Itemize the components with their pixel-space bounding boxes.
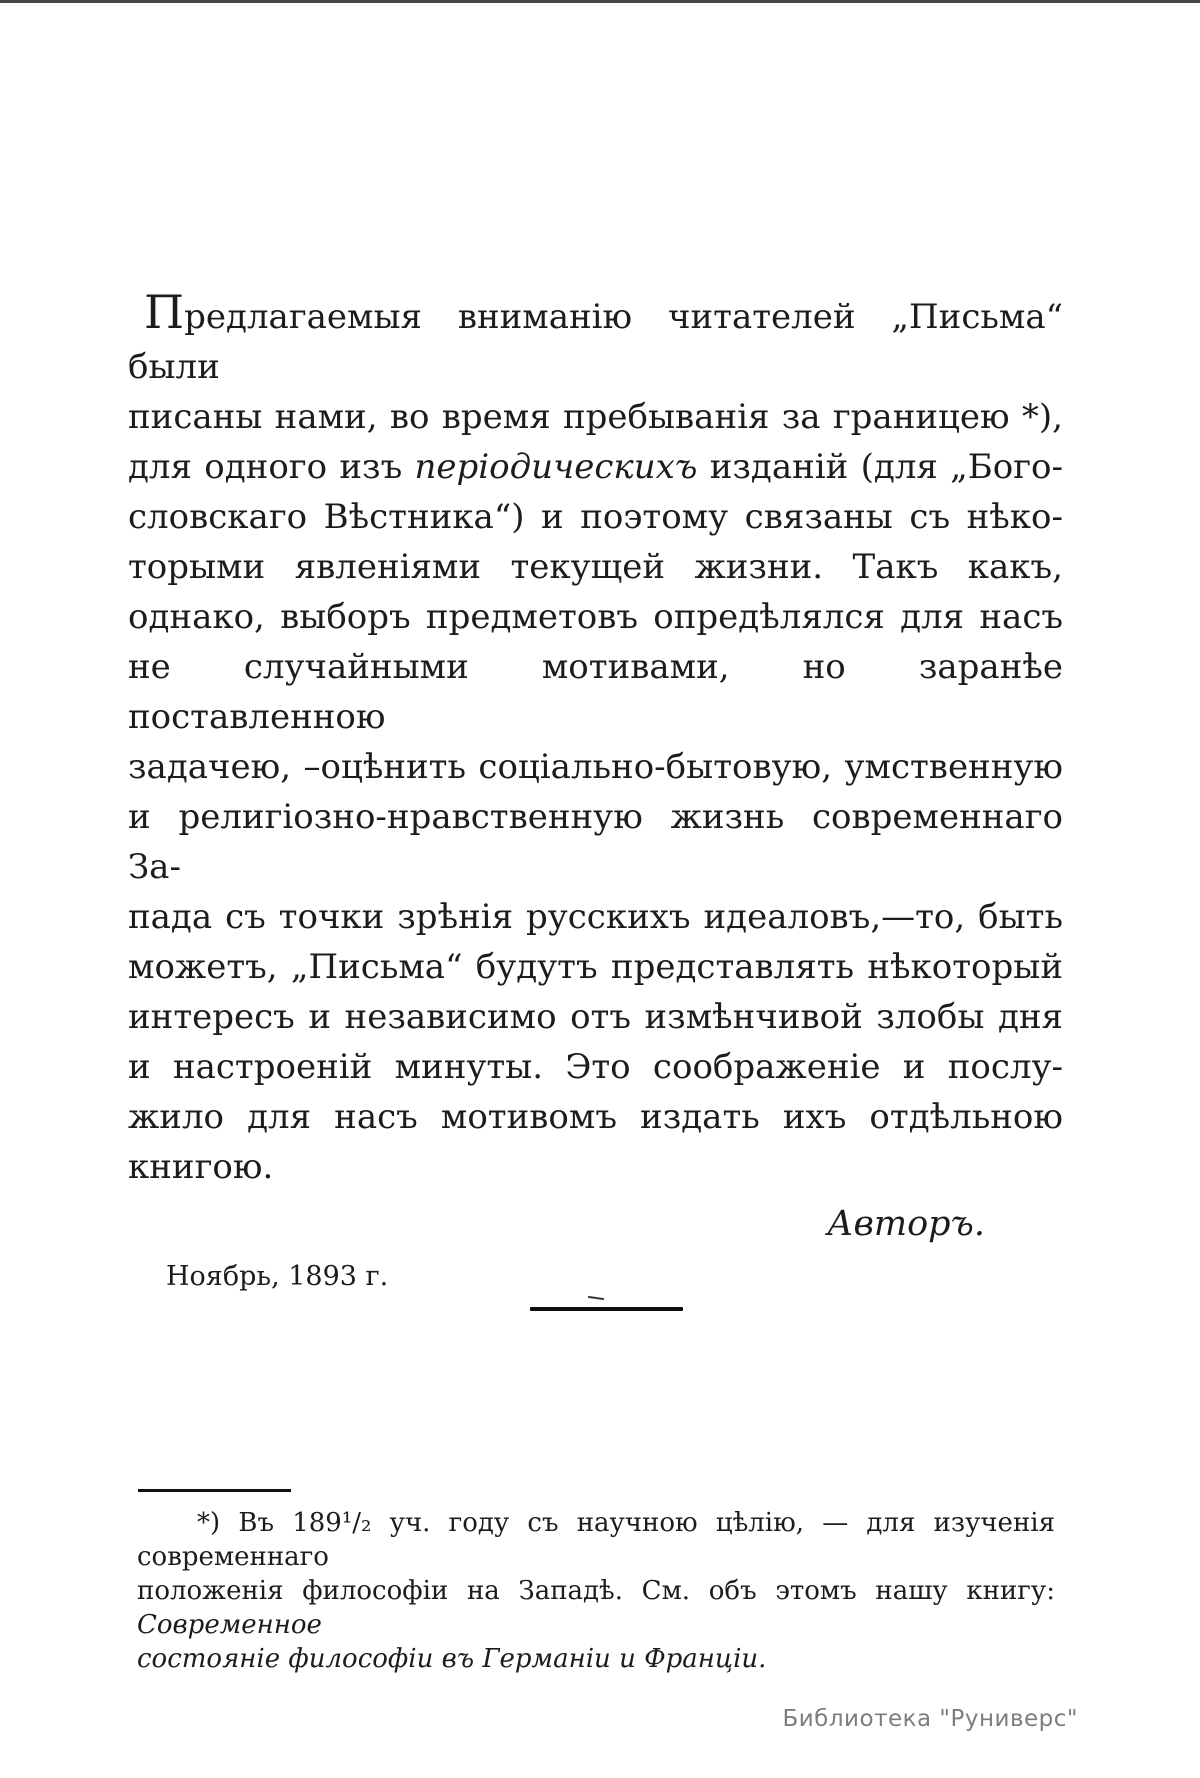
preface-text-line <box>128 285 1074 392</box>
initial-capital-letter: П <box>144 285 185 339</box>
footnote-text-line <box>137 1642 1055 1676</box>
text-segment: пада съ точки зрѣнія русскихъ идеаловъ,—то, быть <box>128 897 1063 937</box>
preface-text-line <box>128 392 1063 442</box>
text-segment: торыми явленіями текущей жизни. Такъ какъ, <box>128 547 1063 587</box>
text-segment: *) Въ 189¹/₂ уч. году съ научною цѣлію, — для изученія современнаго <box>137 1508 1064 1572</box>
text-segment: задачею, –оцѣнить соціально-бытовую, умственную <box>128 747 1063 787</box>
preface-text-line <box>128 942 1063 992</box>
preface-text-line <box>128 592 1063 642</box>
footnote-text-line <box>137 1574 1064 1642</box>
italic-text-segment: періодическихъ <box>414 447 698 487</box>
preface-text-line <box>128 742 1063 792</box>
text-segment: словскаго Вѣстника“) и поэтому связаны съ нѣко- <box>128 497 1063 537</box>
preface-text-line <box>128 1142 1063 1192</box>
text-segment: и религіозно-нравственную жизнь современнаго За- <box>128 797 1074 887</box>
preface-text-line <box>128 442 1063 492</box>
preface-text-line <box>128 1042 1063 1092</box>
text-segment: писаны нами, во время пребыванія за границею *), <box>128 397 1063 437</box>
preface-text-line <box>128 892 1063 942</box>
text-segment: изданій (для „Бого- <box>697 447 1063 487</box>
preface-text-line <box>128 642 1074 742</box>
text-segment: для одного изъ <box>128 447 415 487</box>
dateline: Ноябрь, 1893 г. <box>166 1261 389 1292</box>
footnote-separator-rule <box>138 1489 291 1492</box>
text-segment: не случайными мотивами, но заранѣе поставленною <box>128 647 1074 737</box>
text-segment: жило для насъ мотивомъ издать ихъ отдѣльною <box>128 1097 1063 1137</box>
author-signature: Авторъ. <box>827 1204 985 1244</box>
preface-text-block <box>128 285 1074 1294</box>
preface-text-line <box>128 992 1063 1042</box>
section-divider-rule <box>530 1307 683 1311</box>
text-segment: можетъ, „Письма“ будутъ представлять нѣкоторый <box>128 947 1063 987</box>
text-segment: однако, выборъ предметовъ опредѣлялся для насъ <box>128 597 1063 637</box>
text-segment: и настроеній минуты. Это соображеніе и послу- <box>128 1047 1063 1087</box>
text-segment: редлагаемыя вниманію читателей „Письма“ были <box>128 297 1074 387</box>
preface-text-line <box>128 792 1074 892</box>
preface-text-line <box>128 1092 1063 1142</box>
preface-text-line <box>128 492 1063 542</box>
footnote-block <box>137 1506 1064 1676</box>
preface-text-line <box>128 542 1063 592</box>
text-segment: интересъ и независимо отъ измѣнчивой злобы дня <box>128 997 1063 1037</box>
italic-text-segment: состояніе философіи въ Германіи и Франціи. <box>137 1644 767 1674</box>
library-watermark: Библиотека "Руниверс" <box>782 1706 1078 1732</box>
text-segment: положенія философіи на Западѣ. См. объ этомъ нашу книгу: <box>137 1576 1064 1606</box>
italic-text-segment: Современное <box>137 1610 322 1640</box>
preface-paragraph <box>128 285 1074 1192</box>
text-segment: книгою. <box>128 1147 274 1187</box>
scan-top-edge-artifact <box>0 0 1200 3</box>
footnote-text-line <box>137 1506 1064 1574</box>
